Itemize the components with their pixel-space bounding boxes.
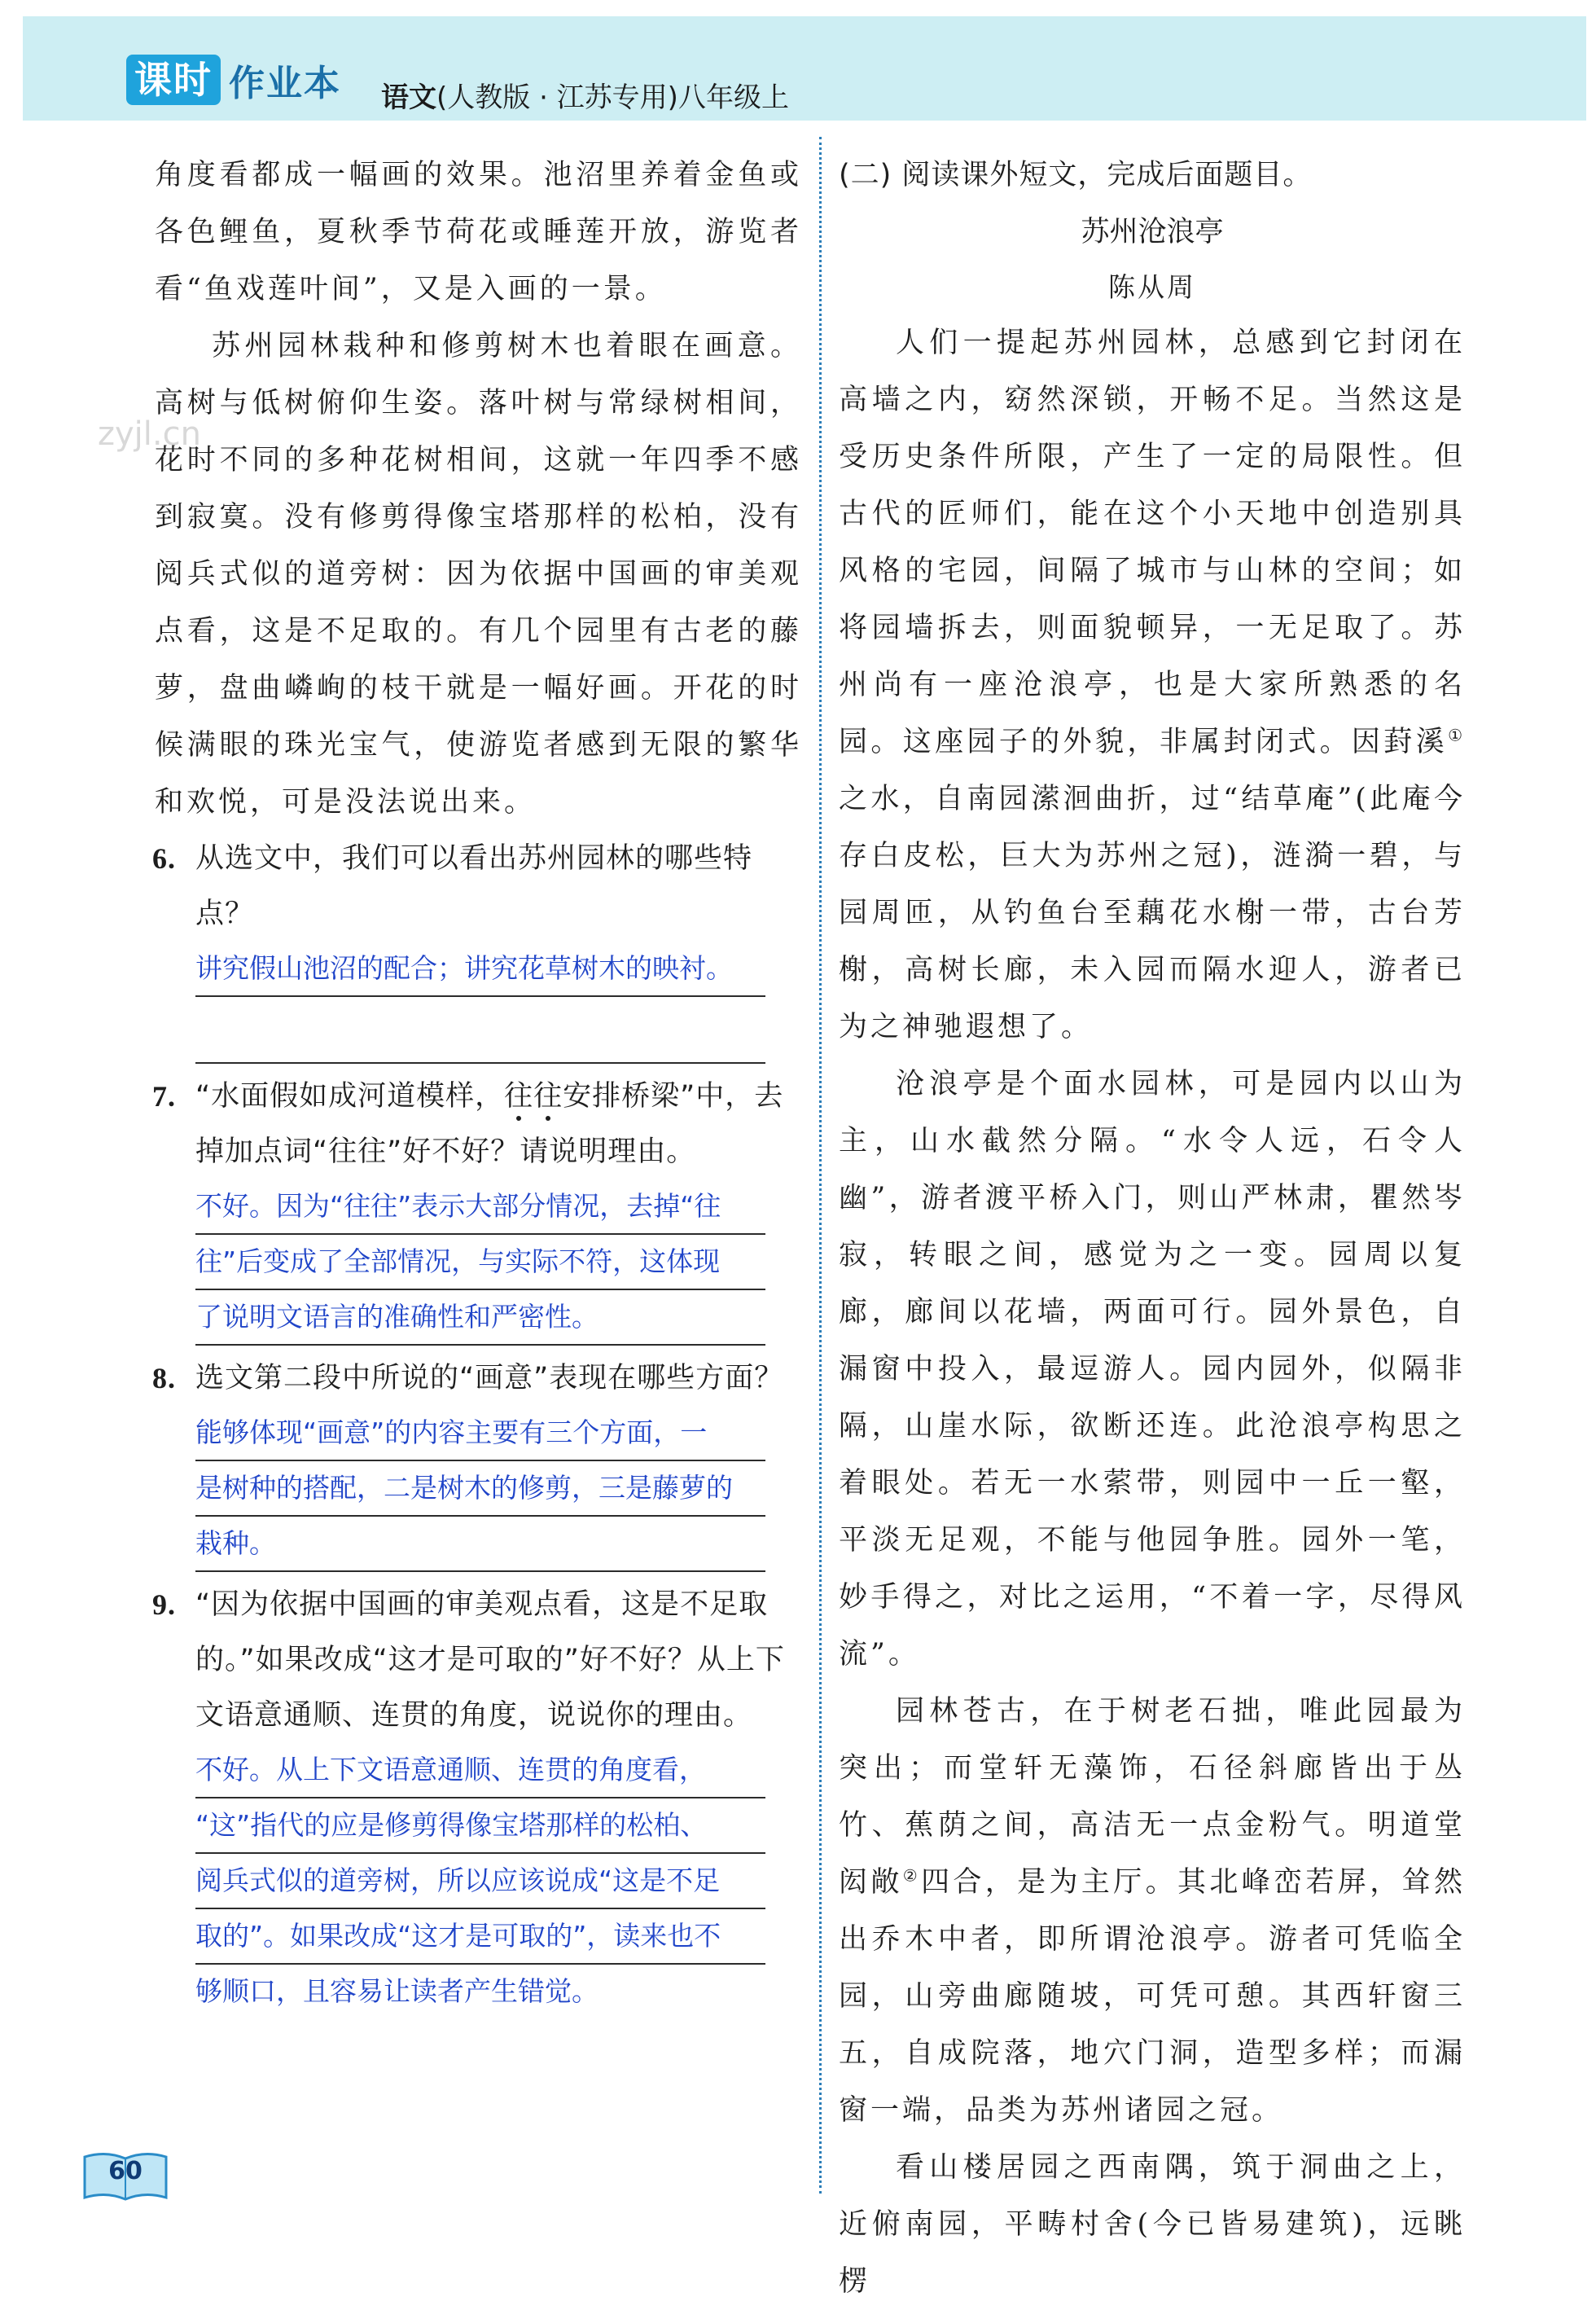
paragraph-text: 四合，是为主厅。其北峰峦若屏，耸然出乔木中者，即所谓沧浪亭。游者可凭临全园，山旁曲廊随坡，可凭可憩。其西轩窗三五，自成院落，地穴门洞，造型多样；而漏窗一端，品类为苏州诸园之冠。 [839, 1866, 1466, 2127]
article-paragraph-2: 沧浪亭是个面水园林，可是园内以山为主，山水截然分隔。“水令人远，石令人幽”，游者渡平桥入门，则山严林肃，瞿然岑寂，转眼之间，感觉为之一变。园周以复廊，廊间以花墙，两面可行。园外景色，自漏窗中投入，最逗游人。园内园外，似隔非隔，山崖水际，欲断还连。此沧浪亭构思之着眼处。若无一水萦带，则园中一丘一壑，平淡无足观，不能与他园争胜。园外一笔，妙手得之，对比之运用，“不着一字，尽得风流”。 [839, 1068, 1466, 1671]
question-text-a: “水面假如成河道模样， [195, 1080, 505, 1113]
grade: 八年级上 [677, 81, 789, 114]
paragraph-text: 之水，自南园潆洄曲折，过“结草庵”(此庵今存白皮松，巨大为苏州之冠)，涟漪一碧，与园周匝，从钓鱼台至藕花水榭一带，古台芳榭，高树长廊，未入园而隔水迎人，游者已为之神驰遐想了。 [839, 783, 1466, 1043]
footnote-marker: ② [902, 1865, 922, 1886]
section-heading: (二) 阅读课外短文，完成后面题目。 [839, 159, 1313, 191]
answer-line: 往”后变成了全部情况，与实际不符，这体现 [195, 1235, 765, 1290]
answer-9 [195, 1743, 765, 2020]
answer-6 [195, 942, 765, 1064]
page-number-badge [81, 2150, 169, 2204]
answer-line: 取的”。如果改成“这才是可取的”，读来也不 [195, 1909, 765, 1965]
question-number: 9. [152, 1588, 176, 1621]
question-text: 从选文中，我们可以看出苏州园林的哪些特点？ [195, 842, 753, 930]
paragraph-text: 园林苍古，在于树老石拙，唯此园最为突出；而堂轩无藻饰，石径斜廊皆出于丛竹、蕉荫之间，高洁无一点金粉气。明道堂闳敞 [839, 1695, 1466, 1899]
dotted-char: 往 [504, 1080, 534, 1113]
paragraph-text: 人们一提起苏州园林，总感到它封闭在高墙之内，窈然深锁，开畅不足。当然这是受历史条件所限，产生了一定的局限性。但古代的匠师们，能在这个小天地中创造别具风格的宅园，间隔了城市与山林的空间；如将园墙拆去，则面貌顿异，一无足取了。苏州尚有一座沧浪亭，也是大家所熟悉的名园。这座园子的外貌，非属封闭式。因葑溪 [839, 327, 1466, 758]
answer-line: 够顺口，且容易让读者产生错觉。 [195, 1975, 598, 2007]
question-number: 7. [152, 1080, 176, 1113]
subject-name: 语文 [381, 81, 436, 114]
question-number: 6. [152, 842, 176, 875]
footnote-marker: ① [1448, 725, 1466, 745]
left-column [152, 147, 802, 2020]
answer-line: 不好。从上下文语意通顺、连贯的角度看， [195, 1743, 765, 1798]
answer-line: “这”指代的应是修剪得像宝塔那样的松柏、 [195, 1798, 765, 1854]
answer-line: 是树种的搭配，二是树木的修剪，三是藤萝的 [195, 1461, 765, 1517]
watermark: zyjl.cn [98, 415, 201, 453]
passage-paragraph: 苏州园林栽种和修剪树木也着眼在画意。高树与低树俯仰生姿。落叶树与常绿树相间，花时不同的多种花树相间，这就一年四季不感到寂寞。没有修剪得像宝塔那样的松柏，没有阅兵式似的道旁树：因为依据中国画的审美观点看，这是不足取的。有几个园里有古老的藤萝，盘曲嶙峋的枝干就是一幅好画。开花的时候满眼的珠光宝气，使游览者感到无限的繁华和欢悦，可是没法说出来。 [155, 330, 802, 819]
question-8 [152, 1350, 802, 1406]
emphasized-word [504, 1080, 563, 1113]
answer-line: 讲究假山池沼的配合；讲究花草树木的映衬。 [195, 942, 765, 997]
page-number: 60 [108, 2157, 142, 2185]
edition: (人教版 · 江苏专用) [436, 81, 678, 114]
column-divider [819, 137, 822, 2194]
answer-8 [195, 1406, 765, 1572]
article-title: 苏州沧浪亭 [1081, 216, 1224, 248]
answer-line: 了说明文语言的准确性和严密性。 [195, 1290, 765, 1346]
question-number: 8. [152, 1362, 176, 1394]
answer-line [195, 997, 765, 1064]
question-text: “因为依据中国画的审美观点看，这是不足取的。”如果改成“这才是可取的”好不好？从上下文语意通顺、连贯的角度，说说你的理由。 [195, 1588, 785, 1732]
article-paragraph-3 [839, 1683, 1466, 2139]
answer-7 [195, 1179, 765, 1346]
answer-line: 阅兵式似的道旁树，所以应该说成“这是不足 [195, 1854, 765, 1909]
answer-line: 不好。因为“往往”表示大部分情况，去掉“往 [195, 1179, 765, 1235]
question-9 [152, 1577, 802, 1743]
question-6 [152, 831, 802, 942]
answer-line: 栽种。 [195, 1517, 765, 1572]
article-paragraph-4: 看山楼居园之西南隅，筑于洞曲之上，近俯南园，平畴村舍(今已皆易建筑)，远眺楞 [839, 2151, 1466, 2298]
article-paragraph-1 [839, 314, 1466, 1056]
dotted-char: 往 [533, 1080, 563, 1113]
passage-continuation: 角度看都成一幅画的效果。池沼里养着金鱼或各色鲤鱼，夏秋季节荷花或睡莲开放，游览者看“鱼戏莲叶间”，又是入画的一景。 [155, 159, 802, 305]
logo-rest: 作业本 [229, 63, 341, 104]
book-logo [126, 51, 341, 108]
answer-line: 能够体现“画意”的内容主要有三个方面，一 [195, 1406, 765, 1461]
subject-line [381, 75, 789, 115]
article-author: 陈从周 [1108, 271, 1196, 303]
question-7 [152, 1069, 802, 1179]
question-text-c: 安排桥梁”中，去掉加点词“往往”好不好？请说明理由。 [195, 1080, 784, 1168]
right-column [839, 147, 1466, 2310]
logo-main: 课时 [126, 55, 221, 105]
question-text: 选文第二段中所说的“画意”表现在哪些方面？ [195, 1362, 784, 1394]
